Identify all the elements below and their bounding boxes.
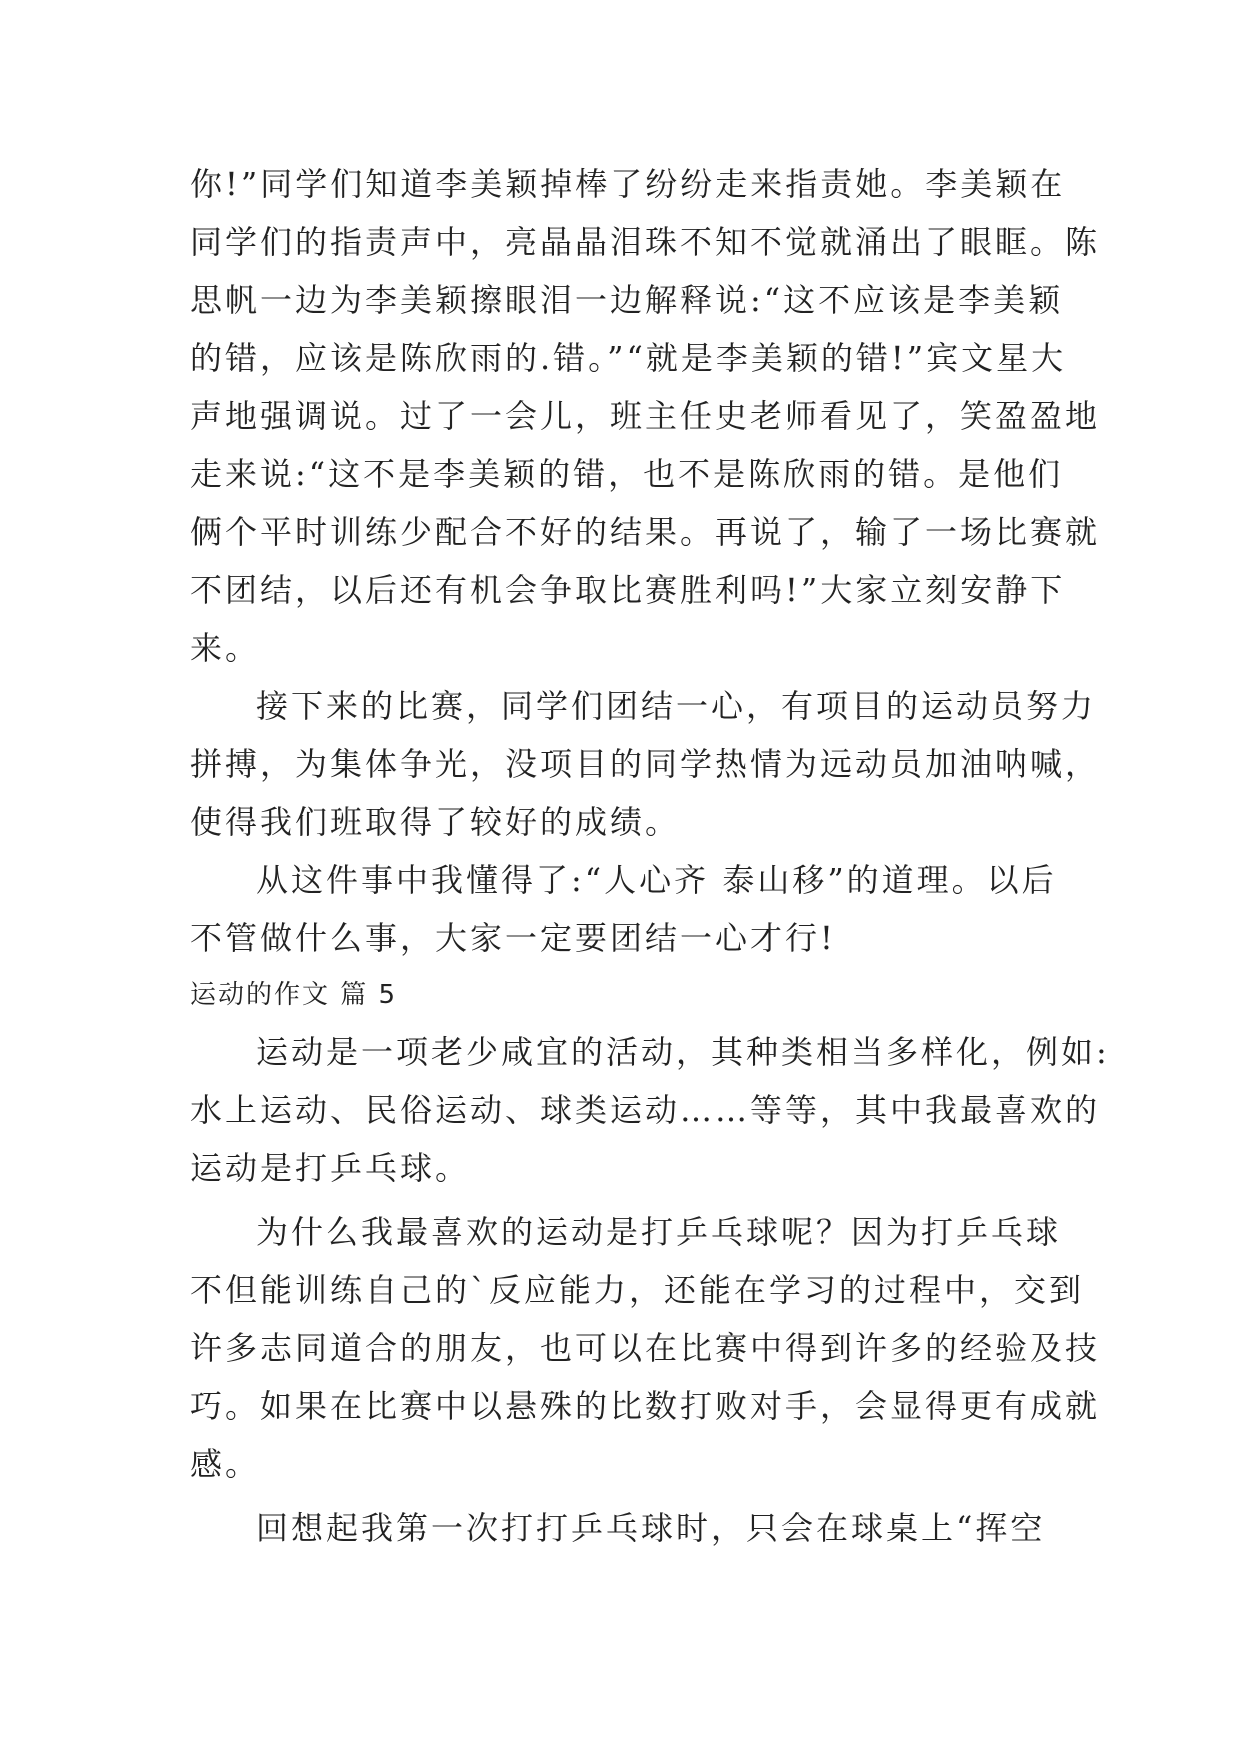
text-line: 思帆一边为李美颖擦眼泪一边解释说:“这不应该是李美颖 (190, 281, 1064, 319)
paragraph (190, 1203, 1101, 1493)
text-line: 运动是一项老少咸宜的活动，其种类相当多样化，例如: (256, 1033, 1110, 1071)
text-line: 拼搏，为集体争光，没项目的同学热情为远动员加油呐喊， (190, 745, 1101, 783)
document-body (190, 155, 1110, 1557)
text-line: 声地强调说。过了一会儿，班主任史老师看见了，笑盈盈地 (190, 397, 1101, 435)
text-line: 不团结，以后还有机会争取比赛胜利吗!”大家立刻安静下 (190, 571, 1066, 609)
paragraph (190, 1023, 1110, 1197)
text-line: 不管做什么事，大家一定要团结一心才行! (190, 919, 836, 957)
paragraph (190, 851, 1057, 967)
text-line: 感。 (190, 1445, 261, 1483)
text-line: 俩个平时训练少配合不好的结果。再说了，输了一场比赛就 (190, 513, 1101, 551)
text-line: 你!”同学们知道李美颖掉棒了纷纷走来指责她。李美颖在 (190, 165, 1066, 203)
text-line: 走来说:“这不是李美颖的错，也不是陈欣雨的错。是他们 (190, 455, 1064, 493)
text-line: 同学们的指责声中，亮晶晶泪珠不知不觉就涌出了眼眶。陈 (190, 223, 1101, 261)
text-line: 不但能训练自己的`反应能力，还能在学习的过程中，交到 (190, 1271, 1085, 1309)
text-line: 使得我们班取得了较好的成绩。 (190, 803, 681, 841)
text-line: 许多志同道合的朋友，也可以在比赛中得到许多的经验及技 (190, 1329, 1101, 1367)
text-line: 水上运动、民俗运动、球类运动……等等，其中我最喜欢的 (190, 1091, 1101, 1129)
paragraph (190, 1499, 1050, 1557)
paragraph (190, 155, 1101, 677)
text-line: 从这件事中我懂得了:“人心齐 泰山移”的道理。以后 (256, 861, 1057, 899)
text-line: 运动是打乒乓球。 (190, 1149, 471, 1187)
section-heading: 运动的作文 篇 5 (190, 980, 398, 1010)
text-line: 为什么我最喜欢的运动是打乒乓球呢？因为打乒乓球 (256, 1213, 1062, 1251)
text-line: 来。 (190, 629, 261, 667)
text-line: 回想起我第一次打打乒乓球时，只会在球桌上“挥空 (256, 1509, 1046, 1547)
text-line: 接下来的比赛，同学们团结一心，有项目的运动员努力 (256, 687, 1097, 725)
paragraph (190, 677, 1101, 851)
text-line: 的错，应该是陈欣雨的.错。”“就是李美颖的错!”宾文星大 (190, 339, 1067, 377)
text-line: 巧。如果在比赛中以悬殊的比数打败对手，会显得更有成就 (190, 1387, 1101, 1425)
